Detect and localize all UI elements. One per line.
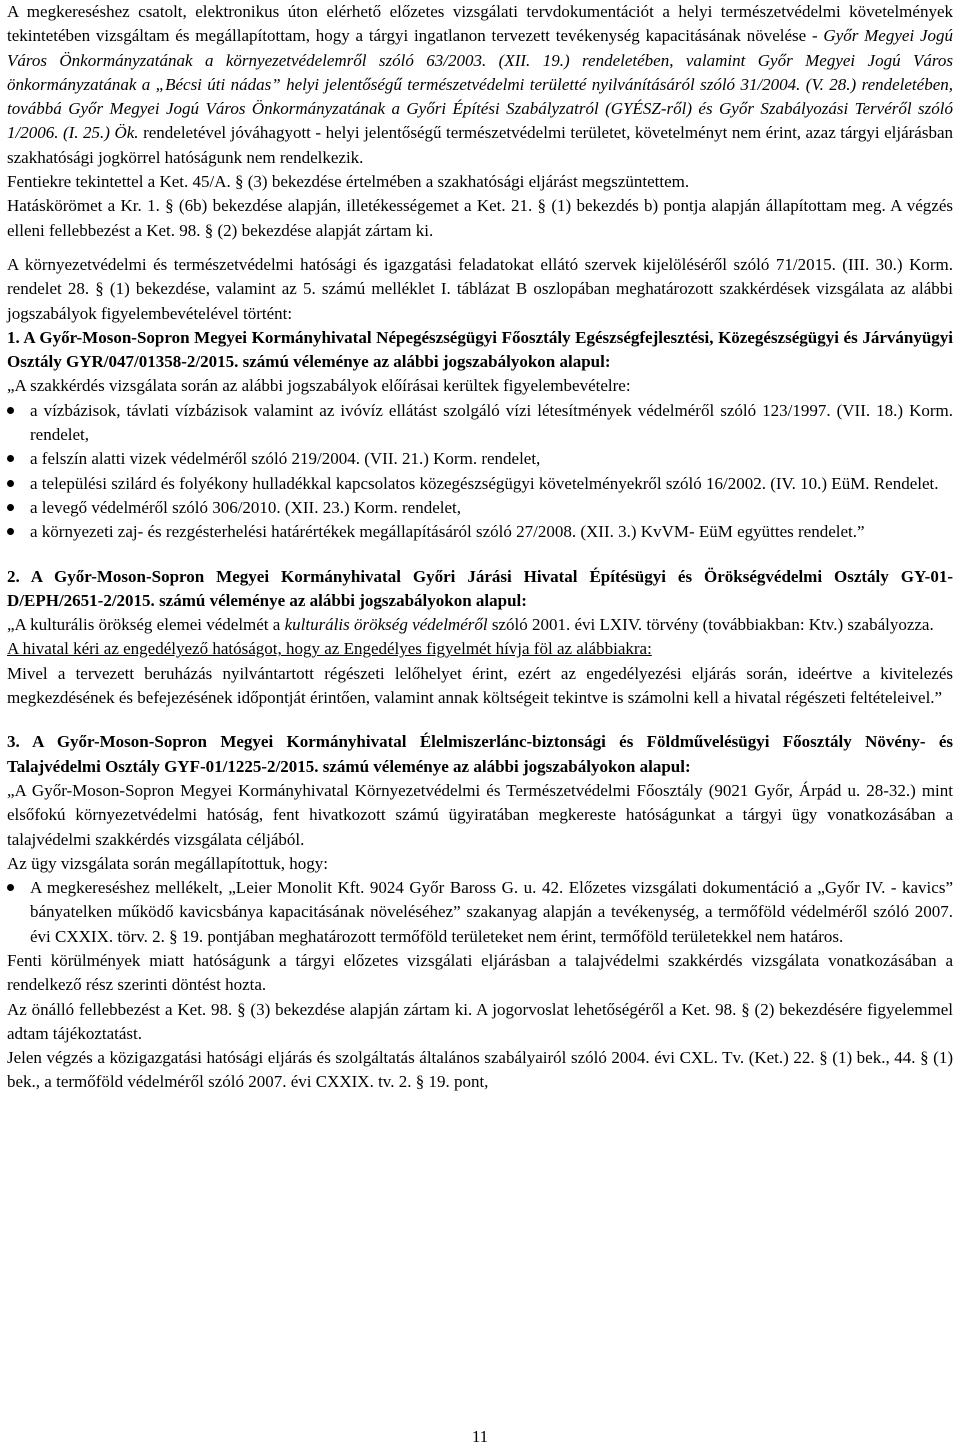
section-3-heading: 3. A Győr-Moson-Sopron Megyei Kormányhivatal Élelmiszerlánc-biztonsági és Földművelésügyi Főosztály Növény- és Talajvédelmi Osztály GYF-01/1225-2/2015. számú véleménye az alábbi jogszabályokon alapul: — [7, 732, 953, 776]
section-3-intro: Az ügy vizsgálata során megállapítottuk, hogy: — [7, 853, 329, 873]
section-2-conclusion: Mivel a tervezett beruházás nyilvántartott régészeti lelőhelyet érint, ezért az engedélyezési eljárás során, ideértve a kivitelezés megkezdésének és befejezésének időpontját érintően, valamint annak költségeit tekintve is számolni kell a hivatal régészeti feltételeivel.” — [7, 663, 953, 708]
bullet-icon — [7, 884, 14, 891]
page-number: 11 — [471, 1427, 489, 1446]
section-1-heading: 1. A Győr-Moson-Sopron Megyei Kormányhivatal Népegészségügyi Főosztály Egészségfejlesztési, Közegészségügyi és Járványügyi Osztály GYR/047/01358-2/2015. számú véleménye az alábbi jogszabályokon alapul: — [7, 327, 953, 372]
section-3-appeal: Az önálló fellebbezést a Ket. 98. § (3) bekezdése alapján zártam ki. A jogorvoslat lehetőségéről a Ket. 98. § (2) bekezdésére figyelemmel adtam tájékoztatást. — [7, 999, 953, 1043]
document-page — [7, 0, 953, 1095]
list-item: a környezeti zaj- és rezgésterhelési határértékek megállapításáról szóló 27/2008. (XII. 3.) KvVM- EüM együttes rendelet.” — [7, 520, 953, 544]
section-3-quote: „A Győr-Moson-Sopron Megyei Kormányhivatal Környezetvédelmi és Természetvédelmi Főosztály (9021 Győr, Árpád u. 28-32.) mint elsőfokú környezetvédelmi hatóság, fent hivatkozott számú ügyiratában megkereste hatóságunkat a tárgyi ügy vonatkozásában a talajvédelmi szakkérdés vizsgálata céljából. — [7, 780, 953, 849]
list-item: a felszín alatti vizek védelméről szóló 219/2004. (VII. 21.) Korm. rendelet, — [7, 447, 953, 471]
bullet-icon — [7, 504, 14, 511]
paragraph-legal-basis: A környezetvédelmi és természetvédelmi hatósági és igazgatási feladatokat ellátó szervek kijelöléséről szóló 71/2015. (III. 30.) Korm. rendelet 28. § (1) bekezdése, valamint az 5. számú melléklet I. táblázat B oszlopában meghatározott szakkérdések vizsgálata az alábbi jogszabályok figyelembevételével történt: — [7, 254, 953, 323]
list-item: a levegő védelméről szóló 306/2010. (XII. 23.) Korm. rendelet, — [7, 496, 953, 520]
paragraph-intro: A megkereséshez csatolt, elektronikus úton elérhető előzetes vizsgálati tervdokumentációt a helyi természetvédelmi követelmények tekintetében vizsgáltam és megállapítottam, hogy a tárgyi ingatlanon tervezett tevékenység kapacitásának növelése - Győr Megyei Jogú Város Önkormányzatának a környezetvédelemről szóló 63/2003. (XII. 19.) rendeletében, valamint Győr Megyei Jogú Város önkormányzatának a „Bécsi úti nádas” helyi jelentőségű természetvédelmi területté nyilvánításáról szóló 31/2004. (V. 28.) rendeletében, továbbá Győr Megyei Jogú Város Önkormányzatának a Győri Építési Szabályzatról (GYÉSZ-ről) és Győr Szabályozási Tervéről szóló 1/2006. (I. 25.) Ök. rendeletével jóváhagyott - helyi jelentőségű természetvédelmi területet, követelményt nem érint, azaz tárgyi eljárásban szakhatósági jogkörrel hatóságunk nem rendelkezik. — [7, 2, 954, 167]
list-item: a települési szilárd és folyékony hulladékkal kapcsolatos közegészségügyi követelményekről szóló 16/2002. (IV. 10.) EüM. Rendelet. — [7, 472, 953, 496]
section-2-text: „A kulturális örökség elemei védelmét a kulturális örökség védelméről szóló 2001. évi LXIV. törvény (továbbiakban: Ktv.) szabályozza. — [7, 615, 934, 635]
bullet-icon — [7, 407, 14, 414]
section-2-heading: 2. A Győr-Moson-Sopron Megyei Kormányhivatal Győri Járási Hivatal Építésügyi és Örökségvédelmi Osztály GY-01-D/EPH/2651-2/2015. számú véleménye az alábbi jogszabályokon alapul: — [7, 566, 953, 610]
bullet-icon — [7, 528, 14, 535]
cited-regulations: Győr Megyei Jogú Város Önkormányzatának a környezetvédelemről szóló 63/2003. (XII. 19.) rendeletében, valamint Győr Megyei Jogú Város önkormányzatának a „Bécsi úti nádas” helyi jelentőségű természetvédelmi területté nyilvánításáról szóló 31/2004. (V. 28.) rendeletében, továbbá Győr Megyei Jogú Város Önkormányzatának a Győri Építési Szabályzatról (GYÉSZ-ről) és Győr Szabályozási Tervéről szóló 1/2006. (I. 25.) Ök. — [7, 26, 953, 143]
section-3-decision: Fenti körülmények miatt hatóságunk a tárgyi előzetes vizsgálati eljárásban a talajvédelmi szakkérdés vizsgálata vonatkozásában a rendelkező rész szerinti döntést hozta. — [7, 950, 953, 995]
bullet-icon — [7, 480, 14, 487]
section-1-intro: „A szakkérdés vizsgálata során az alábbi jogszabályok előírásai kerültek figyelembevételre: — [7, 376, 631, 396]
section-2-underlined-request: A hivatal kéri az engedélyező hatóságot, hogy az Engedélyes figyelmét hívja föl az alábbiakra: — [7, 639, 652, 659]
section-3-list — [7, 876, 953, 949]
list-item: a vízbázisok, távlati vízbázisok valamint az ivóvíz ellátást szolgáló vízi létesítmények védelméről szóló 123/1997. (VII. 18.) Korm. rendelet, — [7, 399, 953, 448]
bullet-icon — [7, 455, 14, 462]
paragraph-competence: Hatáskörömet a Kr. 1. § (6b) bekezdése alapján, illetékességemet a Ket. 21. § (1) bekezdés b) pontja alapján állapítottam meg. A végzés elleni fellebbezést a Ket. 98. § (2) bekezdése alapját zártam ki. — [7, 196, 953, 240]
section-1-list — [7, 399, 953, 545]
list-item: A megkereséshez mellékelt, „Leier Monolit Kft. 9024 Győr Baross G. u. 42. Előzetes vizsgálati dokumentáció a „Győr IV. - kavics” bányatelken működő kavicsbánya kapacitásának növeléséhez” szakanyag alapján a tevékenység, a termőföld védelméről szóló 2007. évi CXXIX. törv. 2. § 19. pontjában meghatározott termőföld területeket nem érint, termőföld területekkel nem határos. — [7, 876, 953, 949]
paragraph-termination: Fentiekre tekintettel a Ket. 45/A. § (3) bekezdése értelmében a szakhatósági eljárást megszüntettem. — [7, 172, 690, 192]
section-3-legal-basis: Jelen végzés a közigazgatási hatósági eljárás és szolgáltatás általános szabályairól szóló 2004. évi CXL. Tv. (Ket.) 22. § (1) bek., 44. § (1) bek., a termőföld védelméről szóló 2007. évi CXXIX. tv. 2. § 19. pont, — [7, 1048, 953, 1092]
